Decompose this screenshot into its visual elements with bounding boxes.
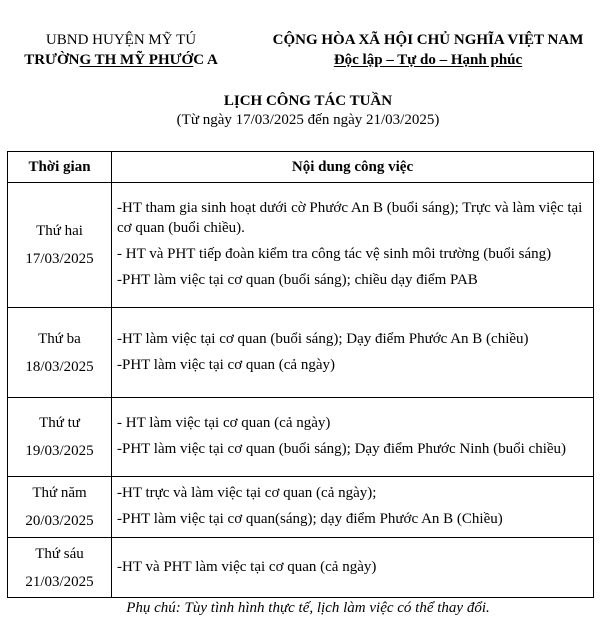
content-cell (112, 477, 594, 538)
school-name-prefix: TRƯỜN (24, 52, 80, 68)
document-title: LỊCH CÔNG TÁC TUẦN (223, 93, 393, 109)
table-row (8, 308, 594, 398)
header-time: Thời gian (8, 152, 112, 183)
nation-name: CỘNG HÒA XÃ HỘI CHỦ NGHĨA VIỆT NAM (272, 32, 584, 48)
table-row (8, 183, 594, 308)
table-row (8, 538, 594, 598)
day-date: 19/03/2025 (25, 443, 94, 459)
day-cell (8, 308, 112, 398)
day-date: 18/03/2025 (25, 358, 94, 375)
table-header-row (8, 152, 594, 183)
table-row (8, 477, 594, 538)
list-item: - HT làm việc tại cơ quan (cả ngày) (117, 415, 331, 431)
list-item: -PHT làm việc tại cơ quan (buổi sáng); Dạy điểm Phước Ninh (buổi chiều) (117, 441, 567, 457)
header-right (244, 30, 612, 70)
content-cell (112, 398, 594, 477)
title-block (0, 92, 616, 130)
content-cell (112, 308, 594, 398)
list-item: -PHT làm việc tại cơ quan(sáng); dạy điểm Phước An B (Chiều) (117, 511, 503, 527)
table-row (8, 398, 594, 477)
document-subtitle: (Từ ngày 17/03/2025 đến ngày 21/03/2025) (176, 112, 440, 128)
day-name: Thứ hai (36, 223, 83, 239)
list-item: -HT tham gia sinh hoạt dưới cờ Phước An B (buổi sáng); Trực và làm việc tại cơ quan (buổi chiều). (117, 200, 583, 236)
header-left (6, 30, 236, 70)
day-name: Thứ ba (38, 330, 81, 347)
school-name (6, 50, 236, 70)
list-item: -HT và PHT làm việc tại cơ quan (cả ngày) (117, 558, 377, 575)
list-item: -HT làm việc tại cơ quan (buổi sáng); Dạy điểm Phước An B (chiều) (117, 330, 529, 347)
day-date: 17/03/2025 (25, 251, 94, 267)
list-item: - HT và PHT tiếp đoàn kiểm tra công tác vệ sinh môi trường (buổi sáng) (117, 246, 552, 262)
day-name: Thứ năm (32, 485, 87, 501)
day-cell (8, 183, 112, 308)
list-item: -HT trực và làm việc tại cơ quan (cả ngày); (117, 485, 377, 501)
header-content: Nội dung công việc (112, 152, 594, 183)
content-cell (112, 183, 594, 308)
day-cell (8, 398, 112, 477)
list-item: -PHT làm việc tại cơ quan (cả ngày) (117, 356, 335, 373)
school-name-underlined: G TH MỸ PHƯỚ (79, 52, 194, 68)
list-item: -PHT làm việc tại cơ quan (buổi sáng); chiều dạy điểm PAB (117, 272, 478, 288)
national-motto: Độc lập – Tự do – Hạnh phúc (333, 52, 523, 68)
agency-name: UBND HUYỆN MỸ TÚ (45, 32, 197, 48)
school-name-suffix: C A (193, 52, 218, 68)
day-cell (8, 477, 112, 538)
schedule-table (7, 151, 594, 598)
footnote: Phụ chú: Tùy tình hình thực tế, lịch làm việc có thể thay đổi. (126, 600, 490, 616)
content-cell (112, 538, 594, 598)
day-name: Thứ tư (39, 415, 80, 431)
day-name: Thứ sáu (35, 545, 84, 562)
day-cell (8, 538, 112, 598)
day-date: 20/03/2025 (25, 513, 94, 529)
day-date: 21/03/2025 (25, 573, 94, 590)
